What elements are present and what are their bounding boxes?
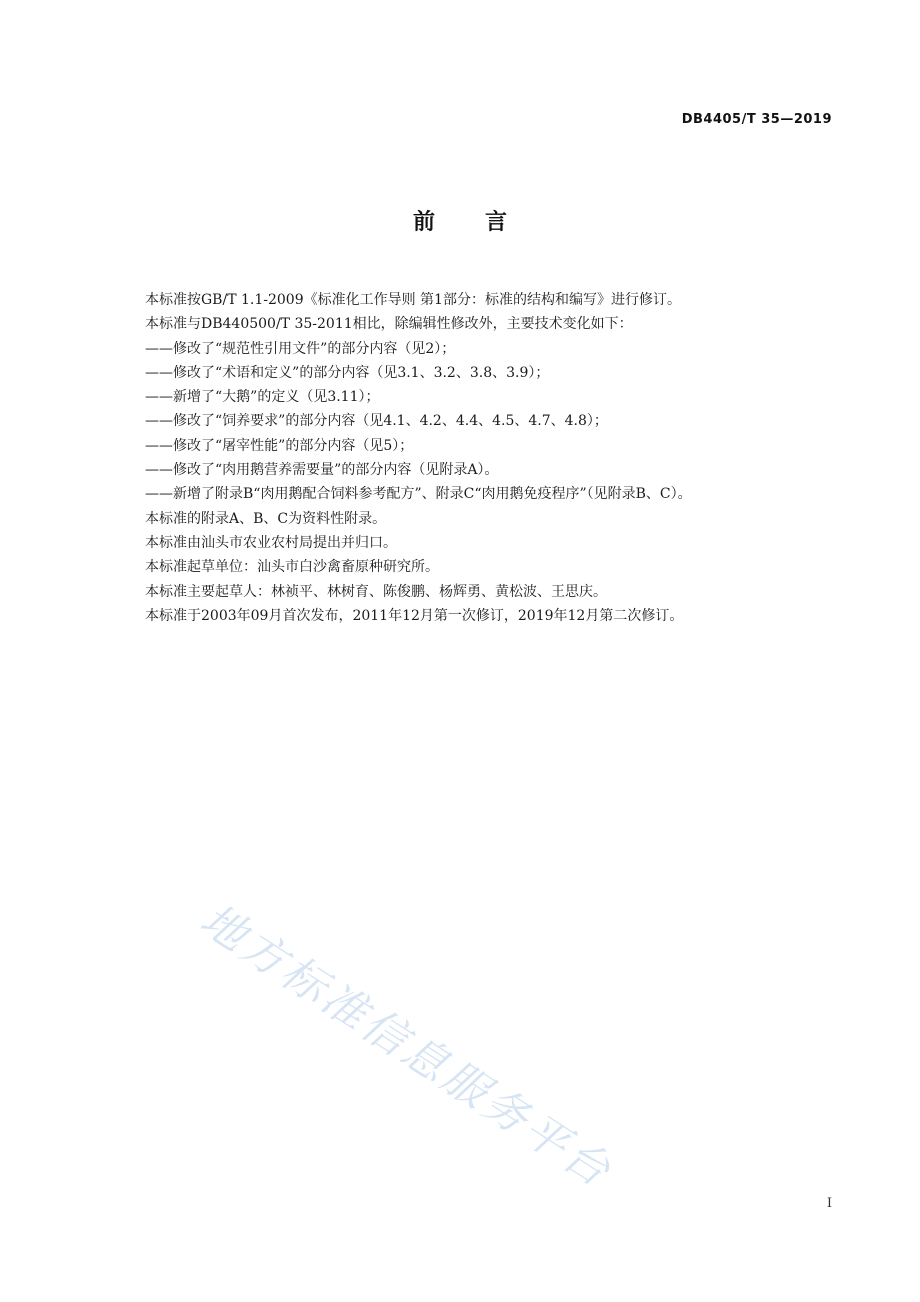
foreword-line: ——修改了“饲养要求”的部分内容（见4.1、4.2、4.4、4.5、4.7、4.8）； [145, 413, 608, 430]
foreword-line: 本标准于2003年09月首次发布，2011年12月第一次修订，2019年12月第二次修订。 [145, 607, 684, 624]
foreword-line: ——修改了“术语和定义”的部分内容（见3.1、3.2、3.8、3.9）； [145, 364, 550, 381]
foreword-line: 本标准由汕头市农业农村局提出并归口。 [145, 534, 397, 551]
foreword-line: ——修改了“屠宰性能”的部分内容（见5）； [145, 437, 414, 454]
foreword-line: 本标准的附录A、B、C为资料性附录。 [145, 510, 387, 527]
watermark: 地方标准信息服务平台 [191, 894, 622, 1199]
page-number: I [826, 1196, 832, 1211]
foreword-line: ——新增了“大鹅”的定义（见3.11）； [145, 389, 380, 406]
foreword-body [145, 288, 835, 628]
page-title: 前言 [412, 210, 557, 235]
document-id: DB4405/T 35—2019 [681, 112, 832, 127]
foreword-line: 本标准主要起草人：林祯平、林树育、陈俊鹏、杨辉勇、黄松波、王思庆。 [145, 583, 607, 600]
foreword-line: 本标准与DB440500/T 35-2011相比，除编辑性修改外，主要技术变化如下： [145, 316, 633, 333]
foreword-line: ——修改了“规范性引用文件”的部分内容（见2）； [145, 340, 456, 357]
foreword-line: ——修改了“肉用鹅营养需要量”的部分内容（见附录A）。 [145, 462, 499, 479]
foreword-line: ——新增了附录B“肉用鹅配合饲料参考配方”、附录C“肉用鹅免疫程序”（见附录B、C）。 [145, 486, 692, 503]
foreword-line: 本标准起草单位：汕头市白沙禽畜原种研究所。 [145, 559, 439, 576]
foreword-line: 本标准按GB/T 1.1-2009《标准化工作导则 第1部分：标准的结构和编写》进行修订。 [145, 292, 681, 308]
